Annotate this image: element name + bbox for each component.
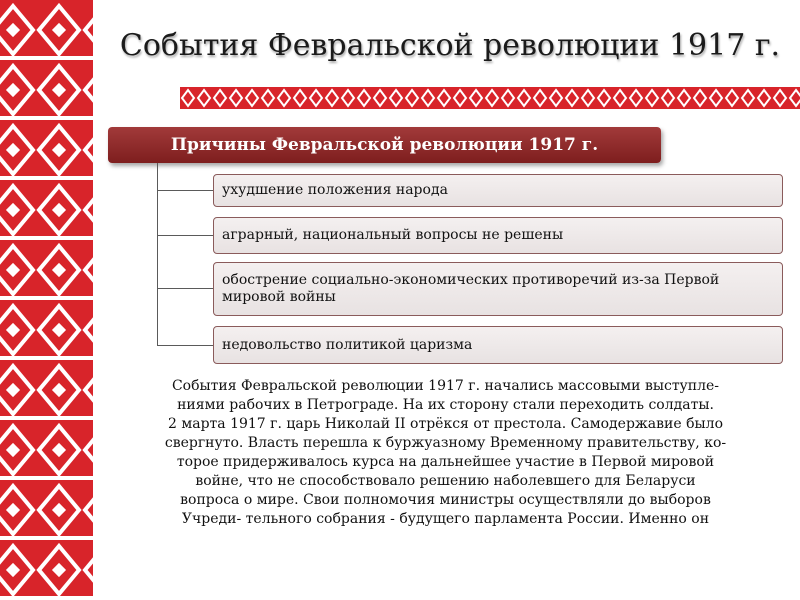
body-paragraph bbox=[103, 377, 788, 529]
cause-item-2 bbox=[213, 217, 783, 254]
connector-branch-1 bbox=[157, 190, 213, 191]
cause-item-label: ухудшение положения народа bbox=[222, 182, 448, 198]
ornament-band bbox=[0, 0, 93, 600]
cause-item-4 bbox=[213, 326, 783, 364]
cause-item-label: обострение социально-экономических противоречий из-за Первой мировой войны bbox=[222, 272, 720, 305]
body-line: События Февральской революции 1917 г. начались массовыми выступле- bbox=[171, 378, 720, 394]
strip-pattern-icon bbox=[180, 87, 800, 109]
body-line: 2 марта 1917 г. царь Николай II отрёкся от престола. Самодержавие было bbox=[167, 416, 723, 432]
cause-item-label: недовольство политикой царизма bbox=[222, 336, 473, 353]
connector-branch-2 bbox=[157, 235, 213, 236]
connector-branch-4 bbox=[157, 345, 213, 346]
body-line: торое придерживалось курса на дальнейшее участие в Первой мировой bbox=[176, 454, 715, 470]
cause-item-3 bbox=[213, 262, 783, 316]
causes-header-label: Причины Февральской революции 1917 г. bbox=[170, 135, 599, 155]
body-line: Учреди- тельного собрания - будущего парламента России. Именно он bbox=[181, 511, 710, 527]
causes-header bbox=[108, 127, 661, 163]
body-line: войне, что не способствовало решению наболевшего для Беларуси bbox=[195, 473, 696, 489]
connector-branch-3 bbox=[157, 288, 213, 289]
page-title: События Февральской революции 1917 г. bbox=[119, 28, 781, 63]
ornament-pattern-icon bbox=[0, 0, 93, 600]
body-line: вопроса о мире. Свои полномочия министры осуществляли до выборов bbox=[180, 492, 711, 508]
cause-item-1 bbox=[213, 174, 783, 207]
cause-item-label: аграрный, национальный вопросы не решены bbox=[222, 227, 564, 243]
title-ornament-strip bbox=[180, 87, 800, 109]
body-line: свергнуто. Власть перешла к буржуазному Временному правительству, ко- bbox=[164, 435, 727, 451]
body-line: ниями рабочих в Петрограде. На их сторону стали переходить солдаты. bbox=[177, 397, 714, 413]
